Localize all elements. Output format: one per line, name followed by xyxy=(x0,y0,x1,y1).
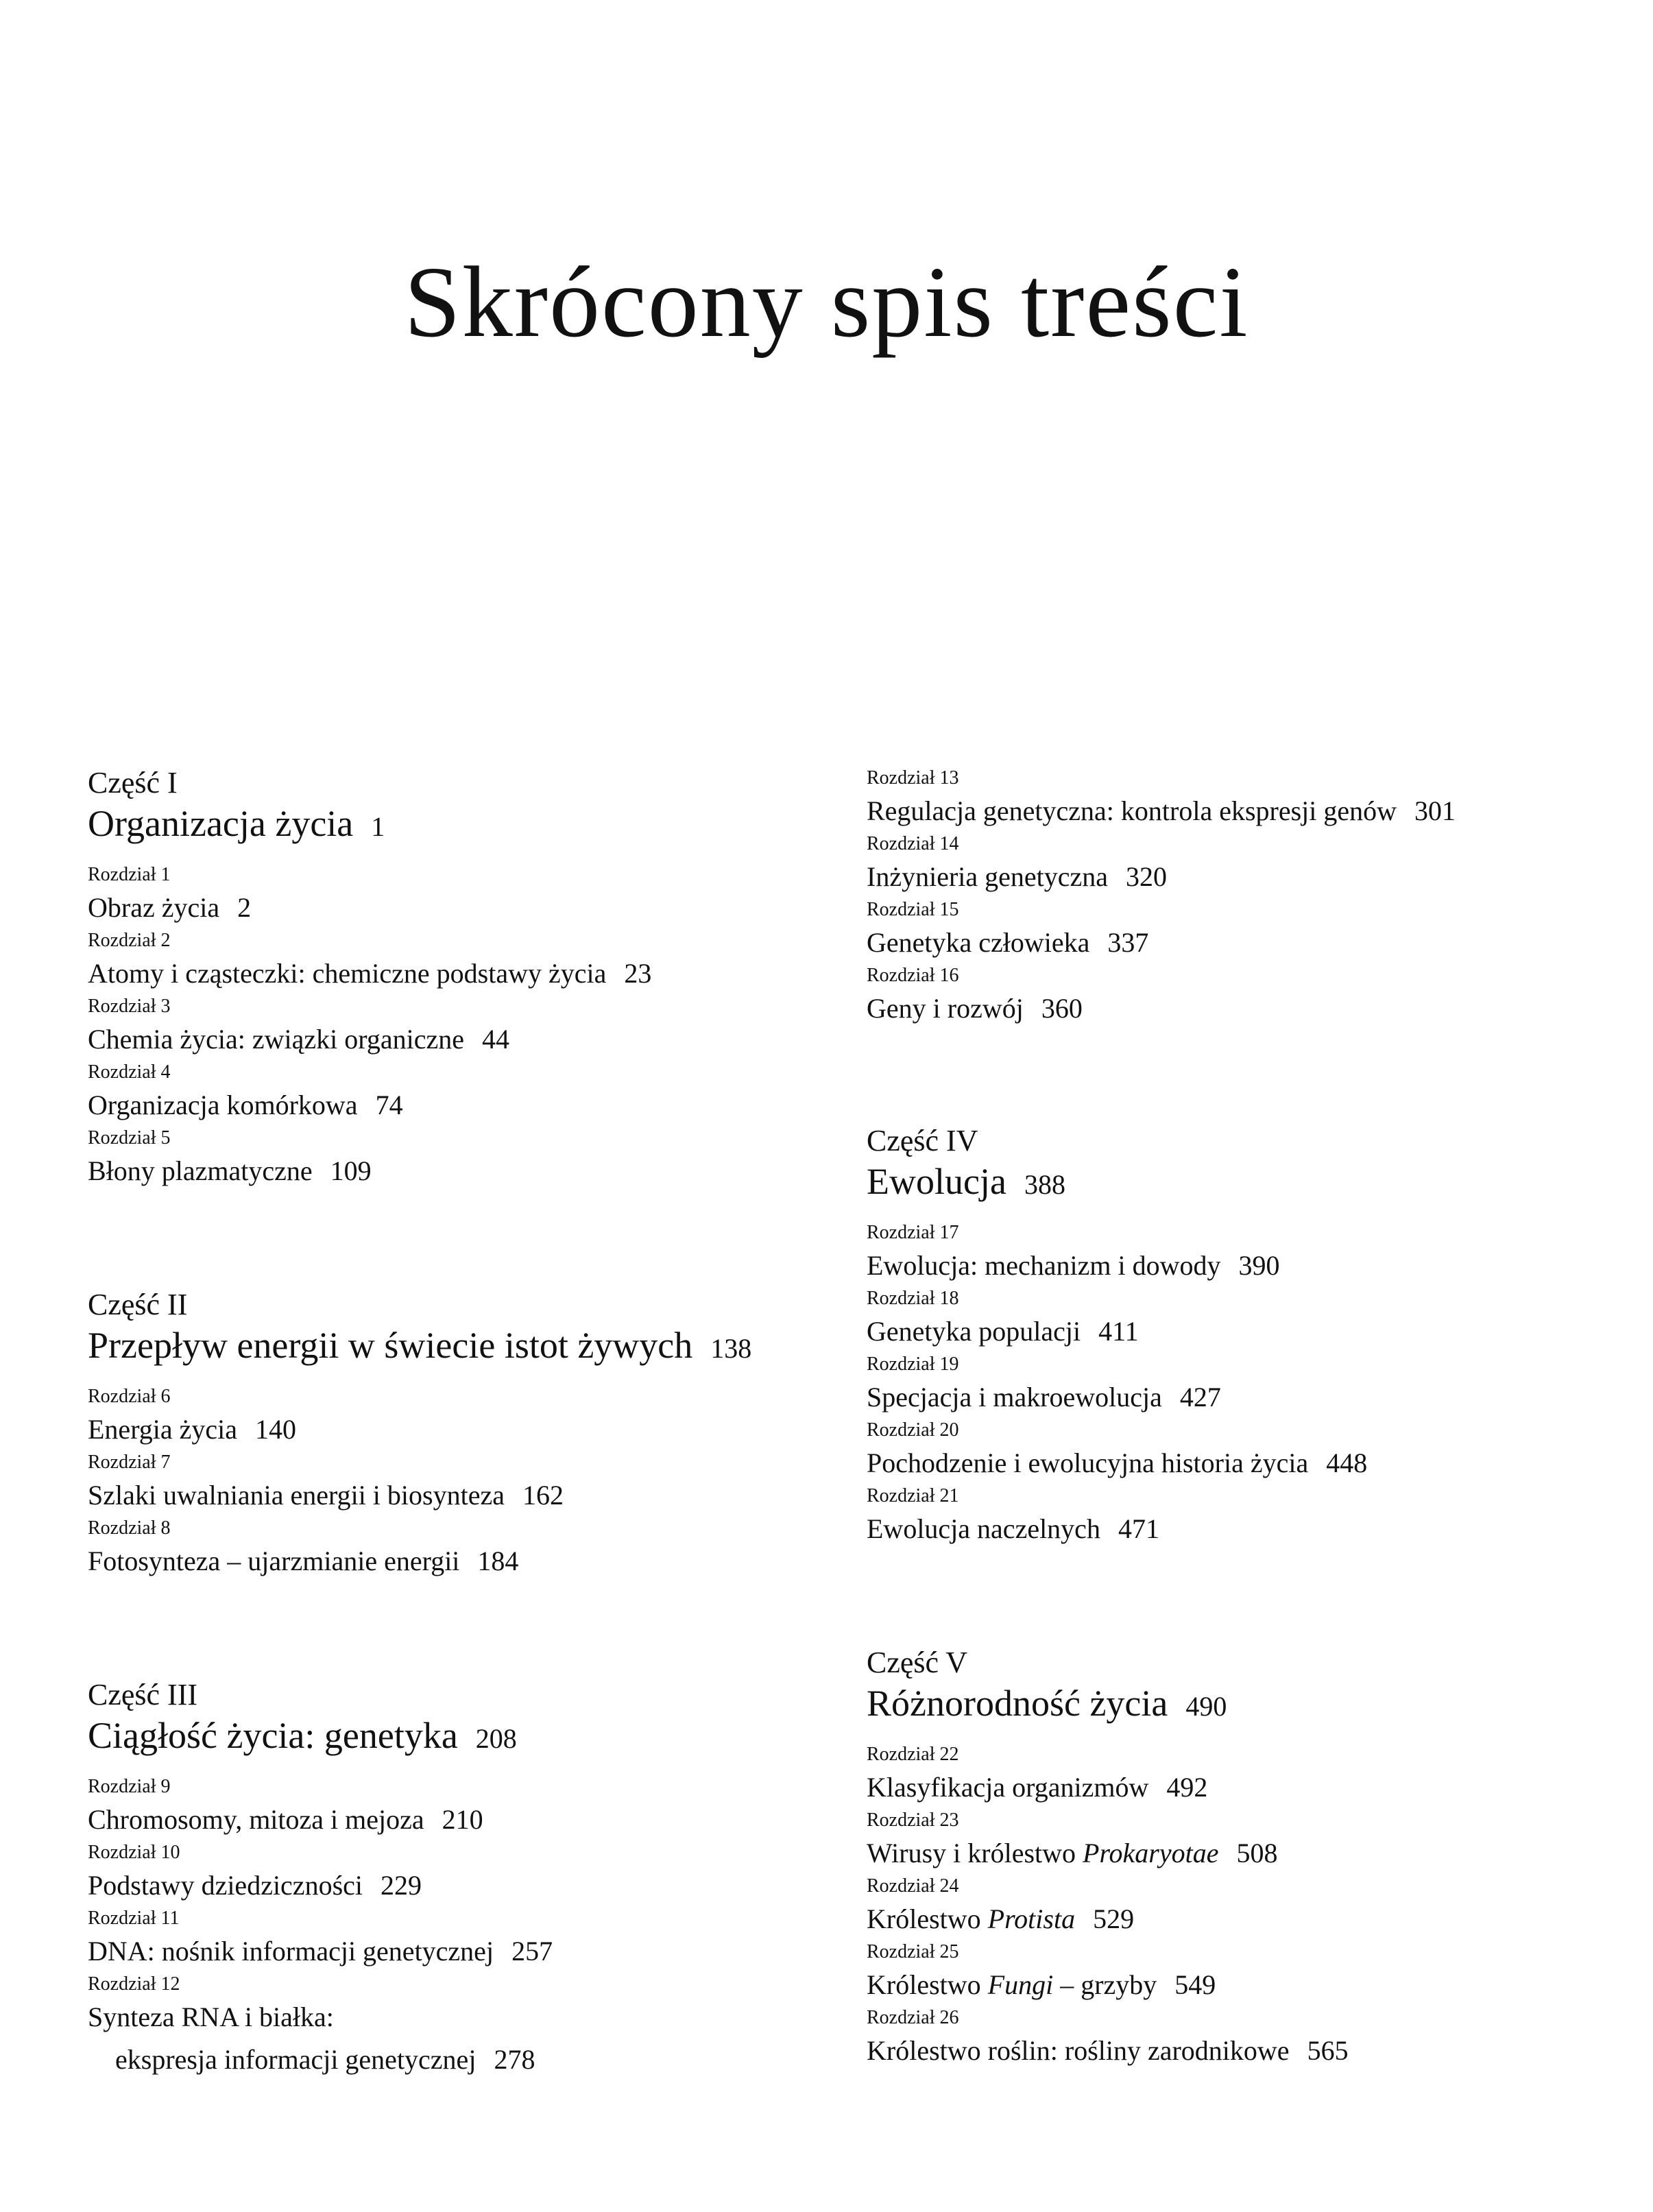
chapter-title: Atomy i cząsteczki: chemiczne podstawy życia 23 xyxy=(88,958,652,989)
chapter-entry[interactable] xyxy=(867,1484,1580,1550)
chapter-page-number: 471 xyxy=(1118,1513,1159,1544)
part-label: Część V xyxy=(867,1646,968,1679)
part-continuation xyxy=(867,767,1580,1030)
chapter-entry[interactable] xyxy=(867,1419,1580,1484)
chapter-title: Geny i rozwój 360 xyxy=(867,993,1083,1024)
chapter-entry[interactable] xyxy=(88,929,801,995)
chapter-entry[interactable] xyxy=(88,863,801,929)
chapter-title: Organizacja komórkowa 74 xyxy=(88,1090,403,1120)
chapter-label: Rozdział 5 xyxy=(88,1127,171,1149)
chapter-title: Energia życia 140 xyxy=(88,1414,297,1445)
chapter-page-number: 229 xyxy=(381,1870,422,1901)
chapter-title: Chromosomy, mitoza i mejoza 210 xyxy=(88,1804,483,1835)
chapter-title: Podstawy dziedziczności 229 xyxy=(88,1870,422,1901)
chapter-page-number: 257 xyxy=(511,1936,553,1967)
chapter-page-number: 44 xyxy=(482,1024,510,1055)
chapter-entry[interactable] xyxy=(88,1127,801,1192)
part-title-text: Organizacja życia xyxy=(88,803,354,844)
chapter-title: Pochodzenie i ewolucyjna historia życia 448 xyxy=(867,1447,1368,1478)
chapter-title: Regulacja genetyczna: kontrola ekspresji genów 301 xyxy=(867,795,1456,826)
chapter-label: Rozdział 18 xyxy=(867,1288,959,1309)
part-page-number: 490 xyxy=(1185,1691,1227,1722)
part-section xyxy=(88,764,801,1192)
chapter-title: Genetyka populacji 411 xyxy=(867,1316,1139,1347)
chapter-page-number: 2 xyxy=(237,892,252,923)
chapter-entry[interactable] xyxy=(867,767,1580,832)
chapter-page-number: 448 xyxy=(1326,1447,1368,1478)
chapter-page-number: 162 xyxy=(522,1480,564,1511)
chapter-page-number: 109 xyxy=(330,1155,372,1186)
chapter-title: Klasyfikacja organizmów 492 xyxy=(867,1772,1208,1803)
chapter-title: Błony plazmatyczne 109 xyxy=(88,1155,372,1186)
part-label: Część III xyxy=(88,1678,198,1711)
chapter-label: Rozdział 22 xyxy=(867,1744,959,1765)
part-title-text: Przepływ energii w świecie istot żywych xyxy=(88,1325,693,1366)
chapter-entry[interactable] xyxy=(88,995,801,1061)
chapter-entry[interactable] xyxy=(867,2006,1580,2072)
part-section xyxy=(867,1122,1580,1550)
chapter-page-number: 411 xyxy=(1098,1316,1139,1347)
chapter-page-number: 278 xyxy=(494,2044,535,2075)
part-title-text: Ciągłość życia: genetyka xyxy=(88,1715,458,1756)
part-page-number: 388 xyxy=(1024,1169,1065,1200)
chapter-entry[interactable] xyxy=(88,1517,801,1583)
chapter-page-number: 74 xyxy=(375,1090,403,1120)
chapter-title: Genetyka człowieka 337 xyxy=(867,927,1149,958)
chapter-page-number: 140 xyxy=(255,1414,297,1445)
chapter-title: Królestwo Protista 529 xyxy=(867,1903,1135,1934)
chapter-page-number: 427 xyxy=(1179,1382,1221,1412)
chapter-label: Rozdział 9 xyxy=(88,1776,171,1797)
chapter-entry[interactable] xyxy=(867,832,1580,898)
part-section xyxy=(88,1676,801,2081)
chapter-label: Rozdział 16 xyxy=(867,965,959,986)
chapter-label: Rozdział 3 xyxy=(88,996,171,1017)
page-title: Skrócony spis treści xyxy=(404,246,1249,359)
chapter-title: Synteza RNA i białka: ekspresja informacji genetycznej 278 xyxy=(88,2001,535,2075)
chapter-entry[interactable] xyxy=(88,1061,801,1127)
toc-left-column xyxy=(88,764,801,2174)
chapter-page-number: 23 xyxy=(624,958,652,989)
chapter-title: Obraz życia 2 xyxy=(88,892,252,923)
chapter-label: Rozdział 10 xyxy=(88,1842,180,1863)
chapter-title: Ewolucja: mechanizm i dowody 390 xyxy=(867,1250,1280,1281)
chapter-page-number: 360 xyxy=(1041,993,1083,1024)
chapter-title: Szlaki uwalniania energii i biosynteza 162 xyxy=(88,1480,564,1511)
part-title[interactable] xyxy=(88,1714,801,1760)
part-label: Część IV xyxy=(867,1124,978,1157)
chapter-title: Królestwo roślin: rośliny zarodnikowe 565 xyxy=(867,2035,1349,2066)
chapter-label: Rozdział 20 xyxy=(867,1419,959,1441)
chapter-title: Fotosynteza – ujarzmianie energii 184 xyxy=(88,1546,519,1576)
part-title-text: Ewolucja xyxy=(867,1161,1006,1202)
chapter-label: Rozdział 19 xyxy=(867,1354,959,1375)
chapter-label: Rozdział 24 xyxy=(867,1875,959,1897)
chapter-title: Królestwo Fungi – grzyby 549 xyxy=(867,1969,1216,2000)
part-title[interactable] xyxy=(867,1682,1580,1728)
chapter-title: Specjacja i makroewolucja 427 xyxy=(867,1382,1221,1412)
chapter-label: Rozdział 17 xyxy=(867,1222,959,1243)
chapter-page-number: 565 xyxy=(1307,2035,1349,2066)
chapter-entry[interactable] xyxy=(88,1385,801,1451)
chapter-entry[interactable] xyxy=(867,1940,1580,2006)
chapter-label: Rozdział 26 xyxy=(867,2007,959,2028)
part-page-number: 138 xyxy=(710,1333,752,1364)
chapter-title: Chemia życia: związki organiczne 44 xyxy=(88,1024,510,1055)
chapter-entry[interactable] xyxy=(867,1287,1580,1353)
part-title[interactable] xyxy=(867,1160,1580,1206)
chapter-entry[interactable] xyxy=(867,898,1580,964)
chapter-entry[interactable] xyxy=(867,1809,1580,1875)
chapter-entry[interactable] xyxy=(88,1775,801,1841)
chapter-label: Rozdział 7 xyxy=(88,1452,171,1473)
chapter-page-number: 210 xyxy=(442,1804,483,1835)
chapter-label: Rozdział 12 xyxy=(88,1973,180,1995)
part-label: Część II xyxy=(88,1288,188,1321)
chapter-label: Rozdział 11 xyxy=(88,1908,180,1929)
chapter-entry[interactable] xyxy=(88,1451,801,1517)
chapter-title: Wirusy i królestwo Prokaryotae 508 xyxy=(867,1838,1278,1868)
chapter-page-number: 390 xyxy=(1238,1250,1280,1281)
part-title[interactable] xyxy=(88,802,801,848)
chapter-label: Rozdział 13 xyxy=(867,767,959,789)
chapter-label: Rozdział 2 xyxy=(88,930,171,951)
part-page-number: 1 xyxy=(371,811,385,842)
chapter-label: Rozdział 15 xyxy=(867,899,959,920)
chapter-entry[interactable] xyxy=(88,1841,801,1907)
toc-right-column xyxy=(867,767,1580,2165)
chapter-page-number: 184 xyxy=(477,1546,519,1576)
part-title[interactable] xyxy=(88,1324,801,1370)
part-section xyxy=(867,1644,1580,2072)
chapter-label: Rozdział 14 xyxy=(867,833,959,854)
chapter-page-number: 320 xyxy=(1126,861,1168,892)
part-page-number: 208 xyxy=(475,1723,517,1754)
chapter-title: DNA: nośnik informacji genetycznej 257 xyxy=(88,1936,553,1967)
chapter-entry[interactable] xyxy=(88,1973,801,2081)
part-title-text: Różnorodność życia xyxy=(867,1683,1168,1724)
chapter-label: Rozdział 8 xyxy=(88,1517,171,1539)
chapter-entry[interactable] xyxy=(88,1907,801,1973)
chapter-label: Rozdział 1 xyxy=(88,864,171,885)
chapter-label: Rozdział 4 xyxy=(88,1061,171,1083)
chapter-page-number: 301 xyxy=(1414,795,1456,826)
chapter-entry[interactable] xyxy=(867,1875,1580,1940)
chapter-page-number: 529 xyxy=(1093,1903,1135,1934)
chapter-page-number: 508 xyxy=(1236,1838,1278,1868)
chapter-entry[interactable] xyxy=(867,1743,1580,1809)
chapter-title: Inżynieria genetyczna 320 xyxy=(867,861,1168,892)
chapter-label: Rozdział 6 xyxy=(88,1386,171,1407)
part-label: Część I xyxy=(88,766,178,800)
chapter-page-number: 549 xyxy=(1174,1969,1216,2000)
chapter-label: Rozdział 23 xyxy=(867,1810,959,1831)
chapter-entry[interactable] xyxy=(867,1221,1580,1287)
chapter-entry[interactable] xyxy=(867,1353,1580,1419)
chapter-label: Rozdział 25 xyxy=(867,1941,959,1962)
chapter-label: Rozdział 21 xyxy=(867,1485,959,1506)
chapter-page-number: 492 xyxy=(1166,1772,1208,1803)
chapter-title: Ewolucja naczelnych 471 xyxy=(867,1513,1159,1544)
chapter-page-number: 337 xyxy=(1107,927,1149,958)
chapter-entry[interactable] xyxy=(867,964,1580,1030)
part-section xyxy=(88,1286,801,1583)
